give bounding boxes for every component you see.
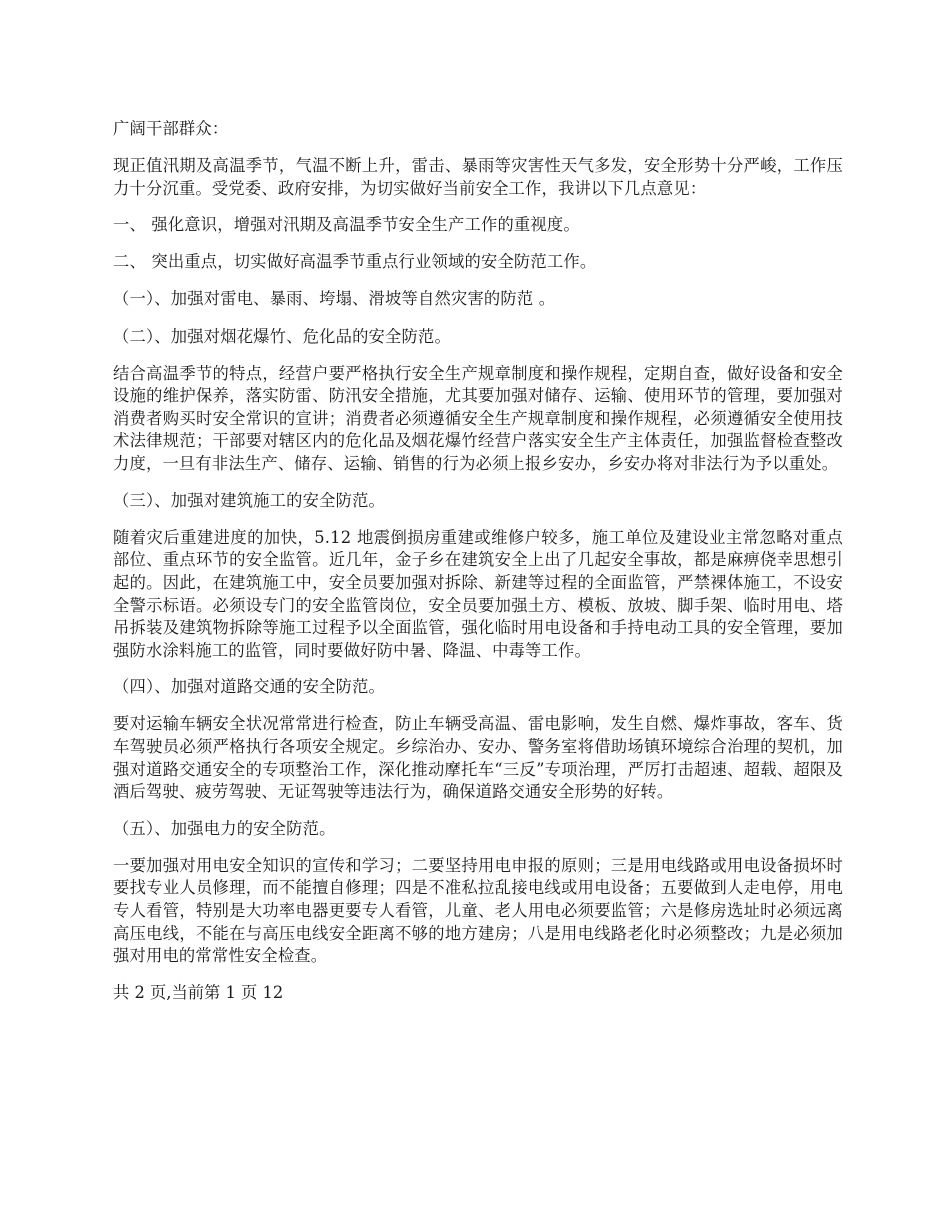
body-paragraph-electricity: 一要加强对用电安全知识的宣传和学习；二要坚持用电申报的原则；三是用电线路或用电设备损坏时要找专业人员修理，而不能擅自修理；四是不准私拉乱接电线或用电设备；五要做到人走电停，用电专人看管，特别是大功率电器更要专人看管，儿童、老人用电必须要监管；六是修房选址时必须远离高压电线，不能在与高压电线安全距离不够的地方建房；八是用电线路老化时必须整改；九是必须加强对用电的常常性安全检查。 bbox=[113, 855, 843, 966]
subsection-heading-2: （二）、加强对烟花爆竹、危化品的安全防范。 bbox=[113, 326, 451, 346]
document-page bbox=[113, 118, 843, 1004]
subsection-heading-3: （三）、加强对建筑施工的安全防范。 bbox=[113, 490, 386, 510]
subsection-heading-4: （四）、加强对道路交通的安全防范。 bbox=[113, 677, 386, 697]
intro-paragraph: 现正值汛期及高温季节，气温不断上升，雷击、暴雨等灾害性天气多发，安全形势十分严峻，工作压力十分沉重。受党委、政府安排，为切实做好当前安全工作，我讲以下几点意见： bbox=[113, 156, 843, 198]
greeting: 广阔干部群众： bbox=[113, 119, 229, 138]
body-paragraph-traffic: 要对运输车辆安全状况常常进行检查，防止车辆受高温、雷电影响，发生自燃、爆炸事故，客车、货车驾驶员必须严格执行各项安全规定。乡综治办、安办、警务室将借助场镇环境综合治理的契机，加强对道路交通安全的专项整治工作，深化推动摩托车“三反”专项治理，严厉打击超速、超载、超限及酒后驾驶、疲劳驾驶、无证驾驶等违法行为，确保道路交通安全形势的好转。 bbox=[113, 714, 843, 802]
section-heading-2: 二、 突出重点，切实做好高温季节重点行业领域的安全防范工作。 bbox=[113, 252, 597, 272]
body-paragraph-fireworks: 结合高温季节的特点，经营户要严格执行安全生产规章制度和操作规程，定期自查，做好设备和安全设施的维护保养，落实防雷、防汛安全措施，尤其要加强对储存、运输、使用环节的管理，要加强对消费者购买时安全常识的宣讲；消费者必须遵循安全生产规章制度和操作规程，必须遵循安全使用技术法律规范；干部要对辖区内的危化品及烟花爆竹经营户落实安全生产主体责任，加强监督检查整改力度，一旦有非法生产、储存、运输、销售的行为必须上报乡安办，乡安办将对非法行为予以重处。 bbox=[113, 363, 843, 474]
section-heading-1: 一、 强化意识，增强对汛期及高温季节安全生产工作的重视度。 bbox=[113, 215, 580, 235]
body-paragraph-construction: 随着灾后重建进度的加快，5.12 地震倒损房重建或维修户较多，施工单位及建设业主常忽略对重点部位、重点环节的安全监管。近几年，金子乡在建筑安全上出了几起安全事故，都是麻痹侥幸思想引起的。因此，在建筑施工中，安全员要加强对拆除、新建等过程的全面监管，严禁裸体施工，不设安全警示标语。必须设专门的安全监管岗位，安全员要加强土方、模板、放坡、脚手架、临时用电、塔吊拆装及建筑物拆除等施工过程予以全面监管，强化临时用电设备和手持电动工具的安全管理，要加强防水涂料施工的监管，同时要做好防中暑、降温、中毒等工作。 bbox=[113, 527, 843, 660]
subsection-heading-5: （五）、加强电力的安全防范。 bbox=[113, 818, 336, 838]
page-footer: 共 2 页,当前第 1 页 12 bbox=[113, 982, 284, 1002]
subsection-heading-1: （一）、加强对雷电、暴雨、垮塌、滑坡等自然灾害的防范 。 bbox=[113, 289, 556, 309]
